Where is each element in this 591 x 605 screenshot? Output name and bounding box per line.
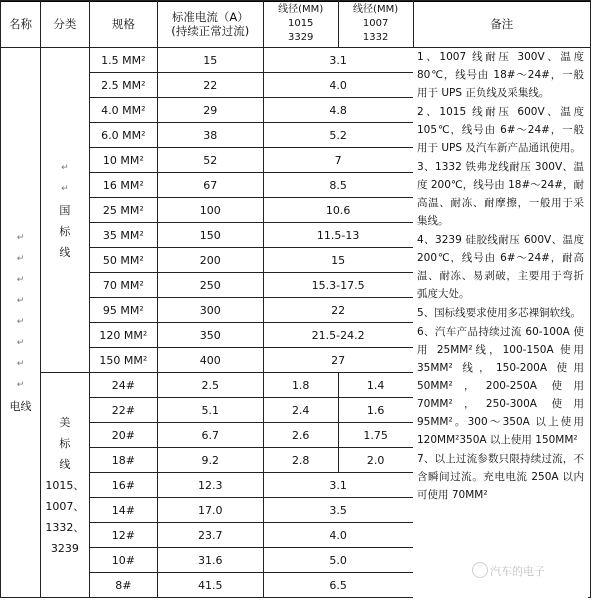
notes-panel (413, 48, 588, 605)
current-cell: 300 (157, 298, 263, 323)
spec-cell: 70 MM² (89, 273, 157, 298)
spec-cell: 120 MM² (89, 323, 157, 348)
current-cell: 2.5 (157, 373, 263, 398)
spec-cell: 20# (89, 423, 157, 448)
header-current: 标准电流（A） (持续正常过流) (157, 1, 263, 48)
current-cell: 350 (157, 323, 263, 348)
diameter-1015-cell: 2.6 (263, 423, 338, 448)
american-standard-char: 3239 (50, 541, 79, 555)
spec-cell: 10 MM² (89, 148, 157, 173)
spec-cell: 6.0 MM² (89, 123, 157, 148)
american-standard-cell (40, 373, 89, 598)
diameter-cell: 4.0 (263, 523, 413, 548)
return-mark: ↵ (16, 254, 25, 264)
note-item: 4、3239 硅胶线耐压 600V、温度 200℃，线号由 6#～24#，耐高温、耐冻、易剥破，主要用于弯折弧度大处。 (417, 234, 584, 300)
diameter-cell: 5.0 (263, 548, 413, 573)
current-cell: 52 (157, 148, 263, 173)
spec-cell: 25 MM² (89, 198, 157, 223)
group-name: 电线 (9, 400, 32, 413)
american-standard-char: 线 (59, 457, 71, 471)
diameter-cell: 4.0 (263, 73, 413, 98)
diameter-cell: 8.5 (263, 173, 413, 198)
diameter-1007-cell: 1.6 (338, 398, 413, 423)
diameter-cell: 15 (263, 248, 413, 273)
note-item: 7、以上过流参数只限持续过流，不含瞬间过流。充电电流 250A 以内可使用 70MM² (417, 453, 584, 501)
current-cell: 31.6 (157, 548, 263, 573)
diameter-1007-cell: 1.4 (338, 373, 413, 398)
national-standard-cell (40, 48, 89, 373)
return-mark: ↵ (16, 359, 25, 369)
national-standard-stack (43, 158, 87, 263)
return-mark: ↵ (16, 317, 25, 327)
return-mark: ↵ (61, 183, 69, 194)
current-cell: 400 (157, 348, 263, 373)
american-standard-stack (43, 412, 87, 559)
diameter-cell: 15.3-17.5 (263, 273, 413, 298)
current-cell: 17.0 (157, 498, 263, 523)
american-standard-char: 美 (59, 415, 71, 429)
diameter-cell: 3.1 (263, 473, 413, 498)
diameter-1015-cell: 1.8 (263, 373, 338, 398)
header-notes: 备注 (413, 1, 590, 48)
group-name-cell (1, 48, 41, 598)
spec-cell: 95 MM² (89, 298, 157, 323)
national-standard-char: 标 (59, 224, 71, 238)
return-mark: ↵ (16, 338, 25, 348)
spec-cell: 14# (89, 498, 157, 523)
return-mark: ↵ (61, 162, 69, 173)
spec-cell: 8# (89, 573, 157, 598)
spec-cell: 16 MM² (89, 173, 157, 198)
note-item: 1、1007 线耐压 300V、温度 80℃，线号由 18#～24#，一般用于 UPS 正负线及采集线。 (417, 51, 584, 99)
header-diameter-1007-1332: 线径(MM) 1007 1332 (338, 1, 413, 48)
diameter-cell: 6.5 (263, 573, 413, 598)
header-spec: 规格 (89, 1, 157, 48)
current-cell: 23.7 (157, 523, 263, 548)
diameter-cell: 7 (263, 148, 413, 173)
diameter-cell: 11.5-13 (263, 223, 413, 248)
national-standard-char: 线 (59, 245, 71, 259)
current-cell: 67 (157, 173, 263, 198)
diameter-cell: 4.8 (263, 98, 413, 123)
current-cell: 150 (157, 223, 263, 248)
diameter-cell: 21.5-24.2 (263, 323, 413, 348)
spec-cell: 150 MM² (89, 348, 157, 373)
diameter-1015-cell: 2.8 (263, 448, 338, 473)
note-item: 6、汽车产品持续过流 60-100A 使用 25MM²线，100-150A 使用 35MM² 线，150-200A 使用 50MM²，200-250A 使用 70MM²，250-300A 使用 95MM²。300～350A 以上使用 120MM²350A 以上使用 150MM² (417, 326, 584, 446)
diameter-1015-cell: 2.4 (263, 398, 338, 423)
current-cell: 5.1 (157, 398, 263, 423)
watermark: 汽车的电子 (490, 565, 545, 578)
spec-cell: 50 MM² (89, 248, 157, 273)
spec-cell: 18# (89, 448, 157, 473)
national-standard-char: 国 (59, 203, 71, 217)
diameter-cell: 22 (263, 298, 413, 323)
current-cell: 6.7 (157, 423, 263, 448)
diameter-cell: 3.1 (263, 48, 413, 73)
header-category: 分类 (40, 1, 89, 48)
note-item: 5、国标线要求使用多芯裸铜软线。 (417, 307, 582, 319)
current-cell: 15 (157, 48, 263, 73)
diameter-1007-cell: 2.0 (338, 448, 413, 473)
diameter-cell: 10.6 (263, 198, 413, 223)
note-item: 3、1332 铁弗龙线耐压 300V、温度 200℃，线号由 18#～24#，耐高温、耐冻、耐摩擦，一般用于采集线。 (417, 161, 584, 227)
header-row (1, 1, 591, 48)
current-cell: 200 (157, 248, 263, 273)
current-cell: 29 (157, 98, 263, 123)
spec-cell: 16# (89, 473, 157, 498)
spec-cell: 1.5 MM² (89, 48, 157, 73)
return-mark: ↵ (16, 233, 25, 243)
spec-cell: 2.5 MM² (89, 73, 157, 98)
return-mark: ↵ (16, 275, 25, 285)
diameter-1007-cell: 1.75 (338, 423, 413, 448)
current-cell: 250 (157, 273, 263, 298)
current-cell: 9.2 (157, 448, 263, 473)
spec-cell: 12# (89, 523, 157, 548)
spec-cell: 4.0 MM² (89, 98, 157, 123)
spec-cell: 10# (89, 548, 157, 573)
spec-cell: 24# (89, 373, 157, 398)
american-standard-char: 1007、 (45, 499, 85, 513)
diameter-cell: 5.2 (263, 123, 413, 148)
current-cell: 22 (157, 73, 263, 98)
current-cell: 12.3 (157, 473, 263, 498)
american-standard-char: 1015、 (45, 478, 85, 492)
header-diameter-1015-3329: 线径(MM) 1015 3329 (263, 1, 338, 48)
current-cell: 38 (157, 123, 263, 148)
header-name: 名称 (1, 1, 41, 48)
diameter-cell: 3.5 (263, 498, 413, 523)
diameter-cell: 27 (263, 348, 413, 373)
note-item: 2、1015 线耐压 600V、温度 105℃，线号由 6#～24#，一般用于 UPS 及汽车新产品通讯使用。 (417, 106, 584, 154)
return-mark: ↵ (16, 296, 25, 306)
watermark-icon (472, 562, 488, 578)
spec-cell: 35 MM² (89, 223, 157, 248)
current-cell: 41.5 (157, 573, 263, 598)
current-cell: 100 (157, 198, 263, 223)
group-name-stack (3, 228, 38, 417)
american-standard-char: 标 (59, 436, 71, 450)
american-standard-char: 1332、 (45, 520, 85, 534)
spec-cell: 22# (89, 398, 157, 423)
return-mark: ↵ (16, 380, 25, 390)
